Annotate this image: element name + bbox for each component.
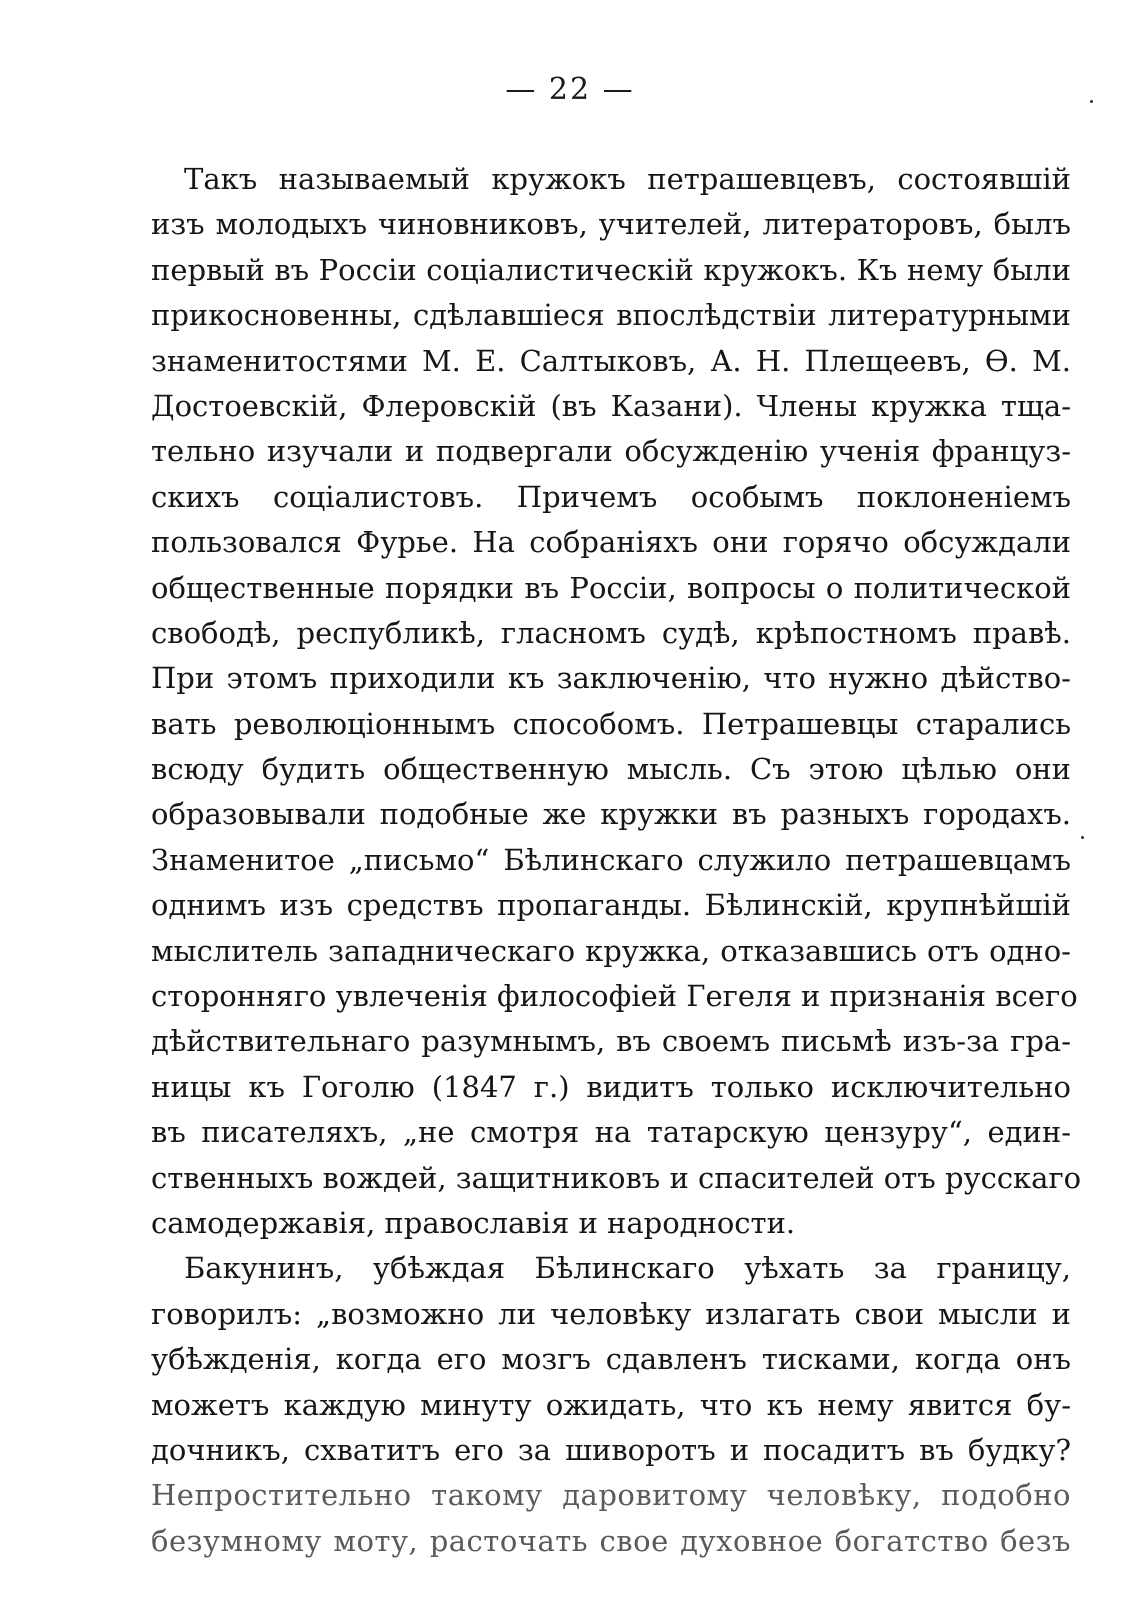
text-line: первый въ Россіи соціалистическій кружокъ. Къ нему были: [151, 252, 1071, 287]
scan-speck: [1081, 836, 1084, 839]
paragraph-1: [151, 157, 1082, 1246]
text-line: мыслитель западническаго кружка, отказавшись отъ одно-: [151, 933, 1071, 968]
text-line: ницы къ Гоголю (1847 г.) видитъ только исключительно: [151, 1069, 1071, 1104]
text-line: образовывали подобные же кружки въ разныхъ городахъ.: [151, 797, 1071, 832]
text-line: однимъ изъ средствъ пропаганды. Бѣлинскій, крупнѣйшій: [151, 888, 1071, 923]
body-text: [151, 157, 1082, 1564]
text-line: безумному моту, расточать свое духовное богатство безъ: [151, 1523, 1071, 1558]
paragraph-2: [151, 1246, 1071, 1564]
text-line: въ писателяхъ, „не смотря на татарскую цензуру“, един-: [151, 1115, 1071, 1150]
text-line: Достоевскій, Флеровскій (въ Казани). Члены кружка тща-: [151, 388, 1071, 423]
page-number: — 22 —: [505, 72, 635, 107]
text-line: убѣжденія, когда его мозгъ сдавленъ тисками, когда онъ: [151, 1342, 1071, 1377]
text-line: скихъ соціалистовъ. Причемъ особымъ поклоненіемъ: [151, 479, 1071, 514]
text-line: общественные порядки въ Россіи, вопросы о политической: [151, 570, 1071, 605]
scan-speck: [1090, 100, 1093, 103]
text-line: пользовался Фурье. На собраніяхъ они горячо обсуждали: [151, 525, 1071, 560]
text-line: тельно изучали и подвергали обсужденію ученія француз-: [151, 434, 1071, 469]
text-line: ственныхъ вождей, защитниковъ и спасителей отъ русскаго: [151, 1160, 1082, 1195]
text-line: Бакунинъ, убѣждая Бѣлинскаго уѣхать за границу,: [184, 1251, 1071, 1286]
text-line: дочникъ, схватитъ его за шиворотъ и посадитъ въ будку?: [151, 1432, 1071, 1467]
text-line: изъ молодыхъ чиновниковъ, учителей, литераторовъ, былъ: [151, 207, 1071, 242]
text-line: При этомъ приходили къ заключенію, что нужно дѣйство-: [151, 661, 1071, 696]
text-line: прикосновенны, сдѣлавшіеся впослѣдствіи литературными: [151, 298, 1071, 333]
text-line: говорилъ: „возможно ли человѣку излагать свои мысли и: [151, 1296, 1071, 1331]
text-line: вать революціоннымъ способомъ. Петрашевцы старались: [151, 706, 1071, 741]
text-line: Такъ называемый кружокъ петрашевцевъ, состоявшій: [184, 162, 1071, 196]
text-line: Непростительно такому даровитому человѣку, подобно: [151, 1478, 1071, 1513]
text-line: свободѣ, республикѣ, гласномъ судѣ, крѣпостномъ правѣ.: [151, 615, 1071, 650]
text-line: самодержавія, православія и народности.: [151, 1205, 796, 1240]
text-line: сторонняго увлеченія философіей Гегеля и признанія всего: [151, 979, 1078, 1014]
text-line: дѣйствительнаго разумнымъ, въ своемъ письмѣ изъ-за гра-: [151, 1024, 1071, 1059]
text-line: всюду будить общественную мысль. Съ этою цѣлью они: [151, 752, 1071, 787]
text-line: знаменитостями М. Е. Салтыковъ, А. Н. Плещеевъ, Ѳ. М.: [151, 343, 1071, 378]
text-line: Знаменитое „письмо“ Бѣлинскаго служило петрашевцамъ: [151, 842, 1071, 877]
text-line: можетъ каждую минуту ожидать, что къ нему явится бу-: [151, 1387, 1071, 1422]
